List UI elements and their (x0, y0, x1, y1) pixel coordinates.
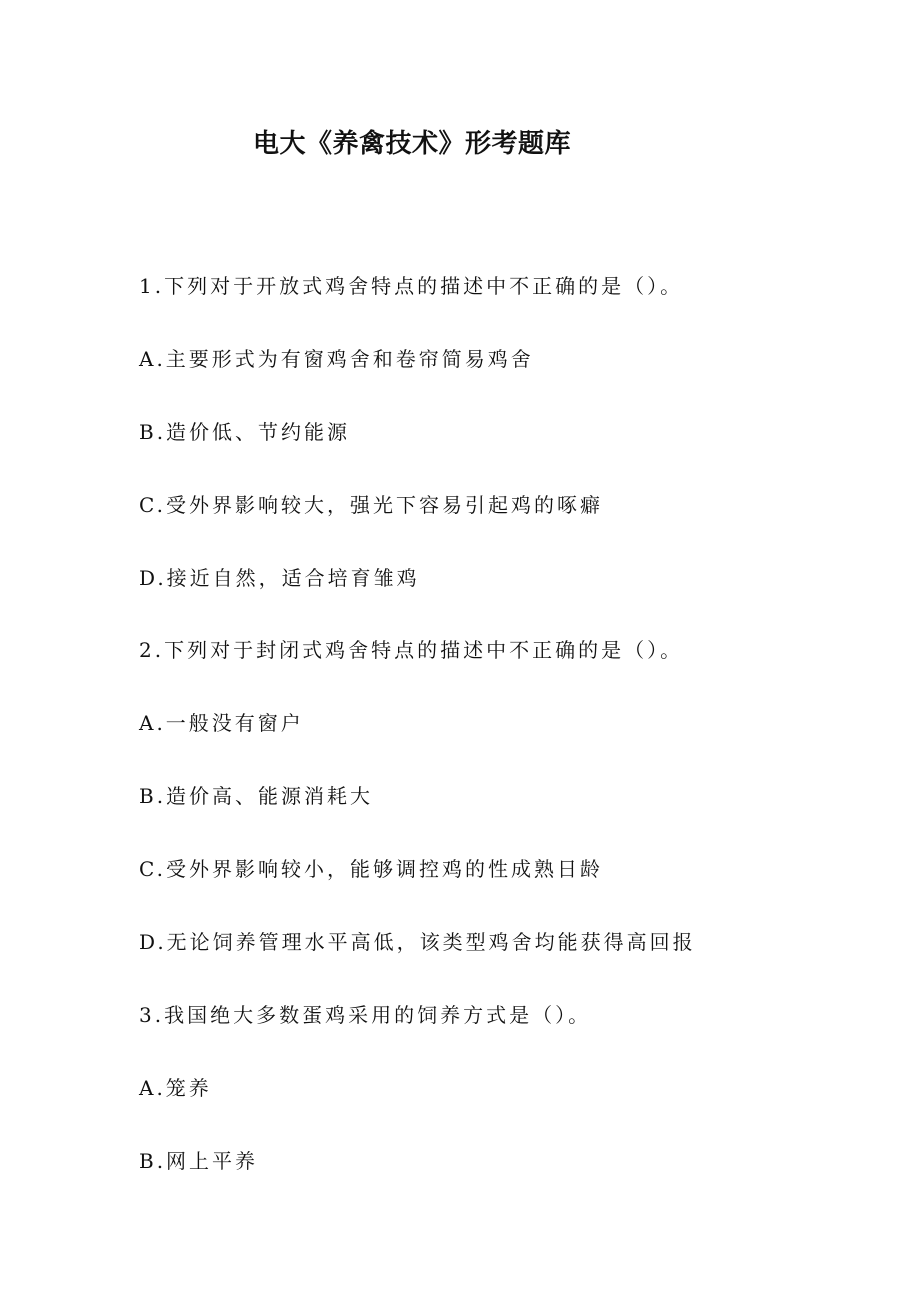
question-1-option-c: C.受外界影响较大，强光下容易引起鸡的啄癖 (139, 493, 603, 517)
question-3-stem: 3.我国绝大多数蛋鸡采用的饲养方式是（）。 (139, 1003, 592, 1027)
document-title-text: 电大《养禽技术》形考题库 (252, 129, 571, 159)
question-1-option-a: A.主要形式为有窗鸡舍和卷帘简易鸡舍 (139, 347, 534, 371)
question-2-stem: 2.下列对于封闭式鸡舍特点的描述中不正确的是（）。 (139, 638, 684, 662)
question-2-option-c: C.受外界影响较小，能够调控鸡的性成熟日龄 (139, 857, 603, 881)
question-2-option-d: D.无论饲养管理水平高低，该类型鸡舍均能获得高回报 (139, 930, 696, 954)
question-3-option-b: B.网上平养 (139, 1149, 259, 1173)
question-1-option-b: B.造价低、节约能源 (139, 420, 351, 444)
document-title (0, 124, 920, 164)
question-1-stem: 1.下列对于开放式鸡舍特点的描述中不正确的是（）。 (139, 274, 684, 298)
question-3-option-a: A.笼养 (139, 1076, 212, 1100)
question-2-option-a: A.一般没有窗户 (139, 711, 304, 735)
question-1-option-d: D.接近自然，适合培育雏鸡 (139, 566, 420, 590)
question-2-option-b: B.造价高、能源消耗大 (139, 784, 374, 808)
